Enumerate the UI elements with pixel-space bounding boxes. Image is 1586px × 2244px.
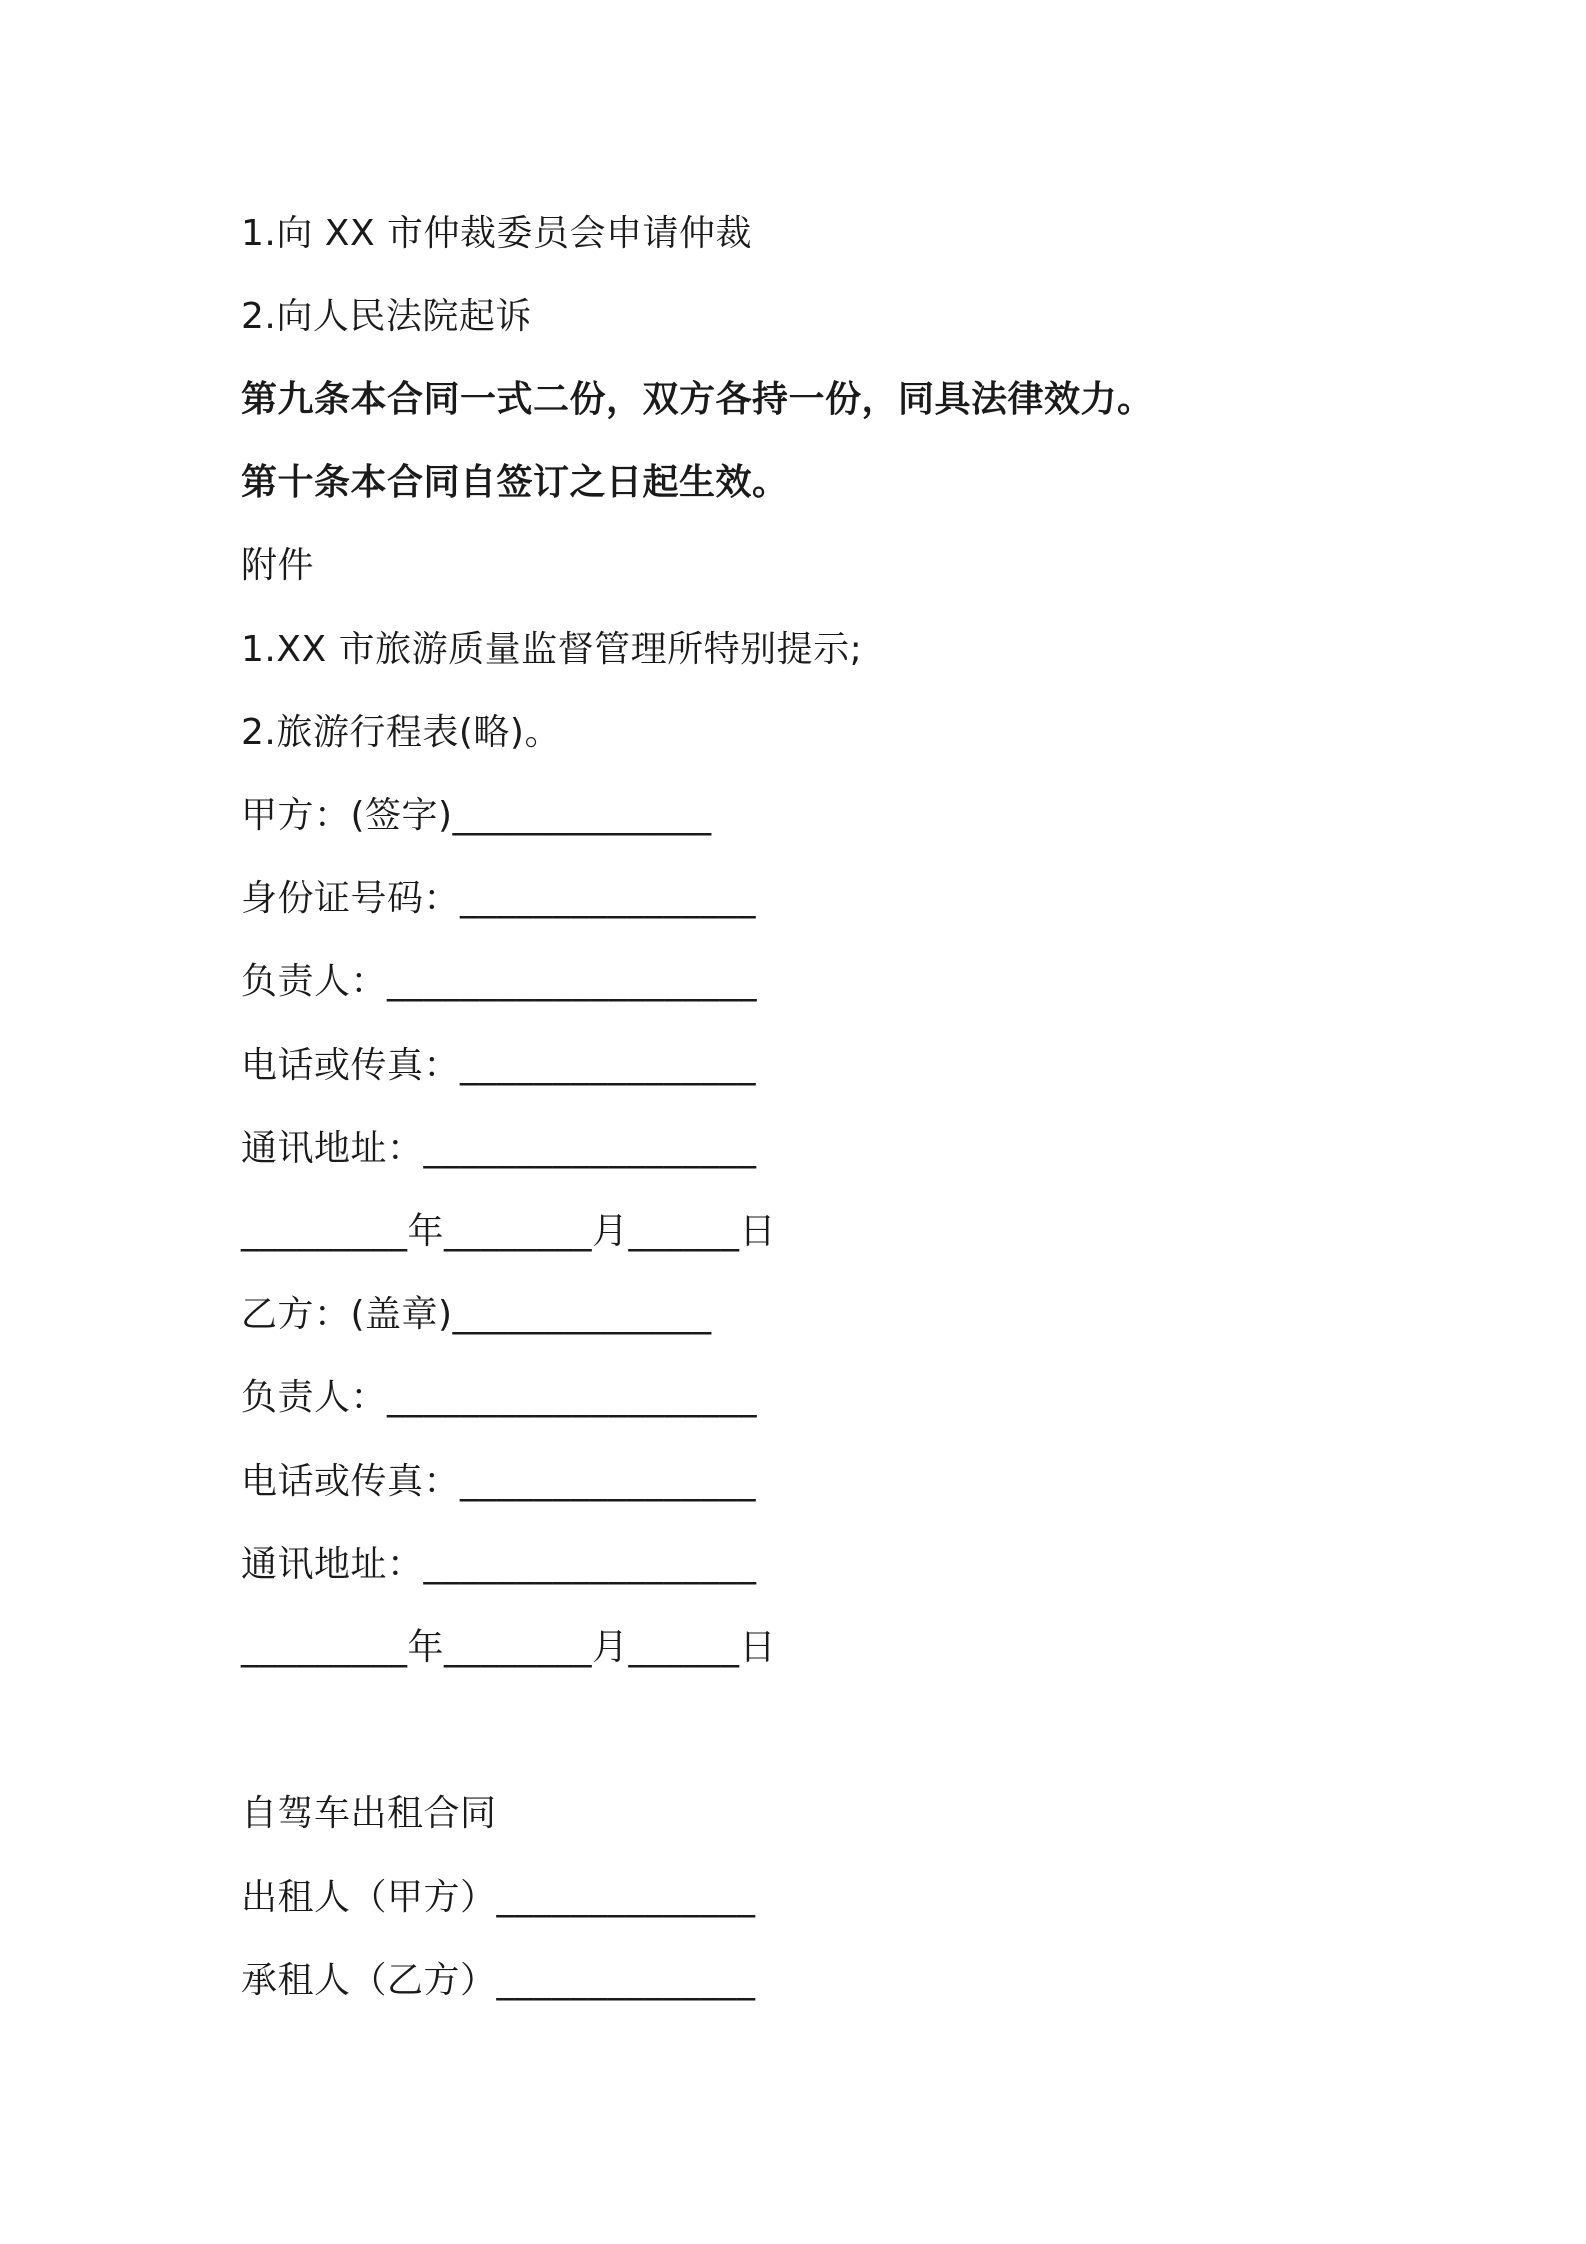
article-9: 第九条本合同一式二份，双方各持一份，同具法律效力。 [241, 379, 1154, 420]
party-b-seal: 乙方：(盖章)______________ [241, 1294, 712, 1335]
lessee-line: 承租人（乙方）______________ [241, 1960, 756, 2001]
lessor-line: 出租人（甲方）______________ [241, 1877, 756, 1918]
party-b-address: 通讯地址：__________________ [241, 1544, 757, 1585]
party-b-responsible-person: 负责人：____________________ [241, 1377, 758, 1418]
dispute-option-court: 2.向人民法院起诉 [241, 296, 532, 337]
party-a-signature: 甲方：(签字)______________ [241, 795, 712, 836]
attachment-item-2: 2.旅游行程表(略)。 [241, 712, 561, 753]
article-10: 第十条本合同自签订之日起生效。 [241, 462, 789, 503]
attachments-heading: 附件 [241, 545, 315, 586]
contract-title: 自驾车出租合同 [241, 1793, 497, 1834]
party-a-date: _________年________月______日 [241, 1211, 776, 1252]
party-b-date: _________年________月______日 [241, 1627, 776, 1668]
dispute-option-arbitration: 1.向 XX 市仲裁委员会申请仲裁 [241, 213, 753, 254]
party-a-phone-fax: 电话或传真：________________ [241, 1045, 757, 1086]
party-a-responsible-person: 负责人：____________________ [241, 961, 758, 1002]
party-a-id-number: 身份证号码：________________ [241, 878, 757, 919]
party-b-phone-fax: 电话或传真：________________ [241, 1461, 757, 1502]
attachment-item-1: 1.XX 市旅游质量监督管理所特别提示; [241, 629, 863, 670]
party-a-address: 通讯地址：__________________ [241, 1128, 757, 1169]
